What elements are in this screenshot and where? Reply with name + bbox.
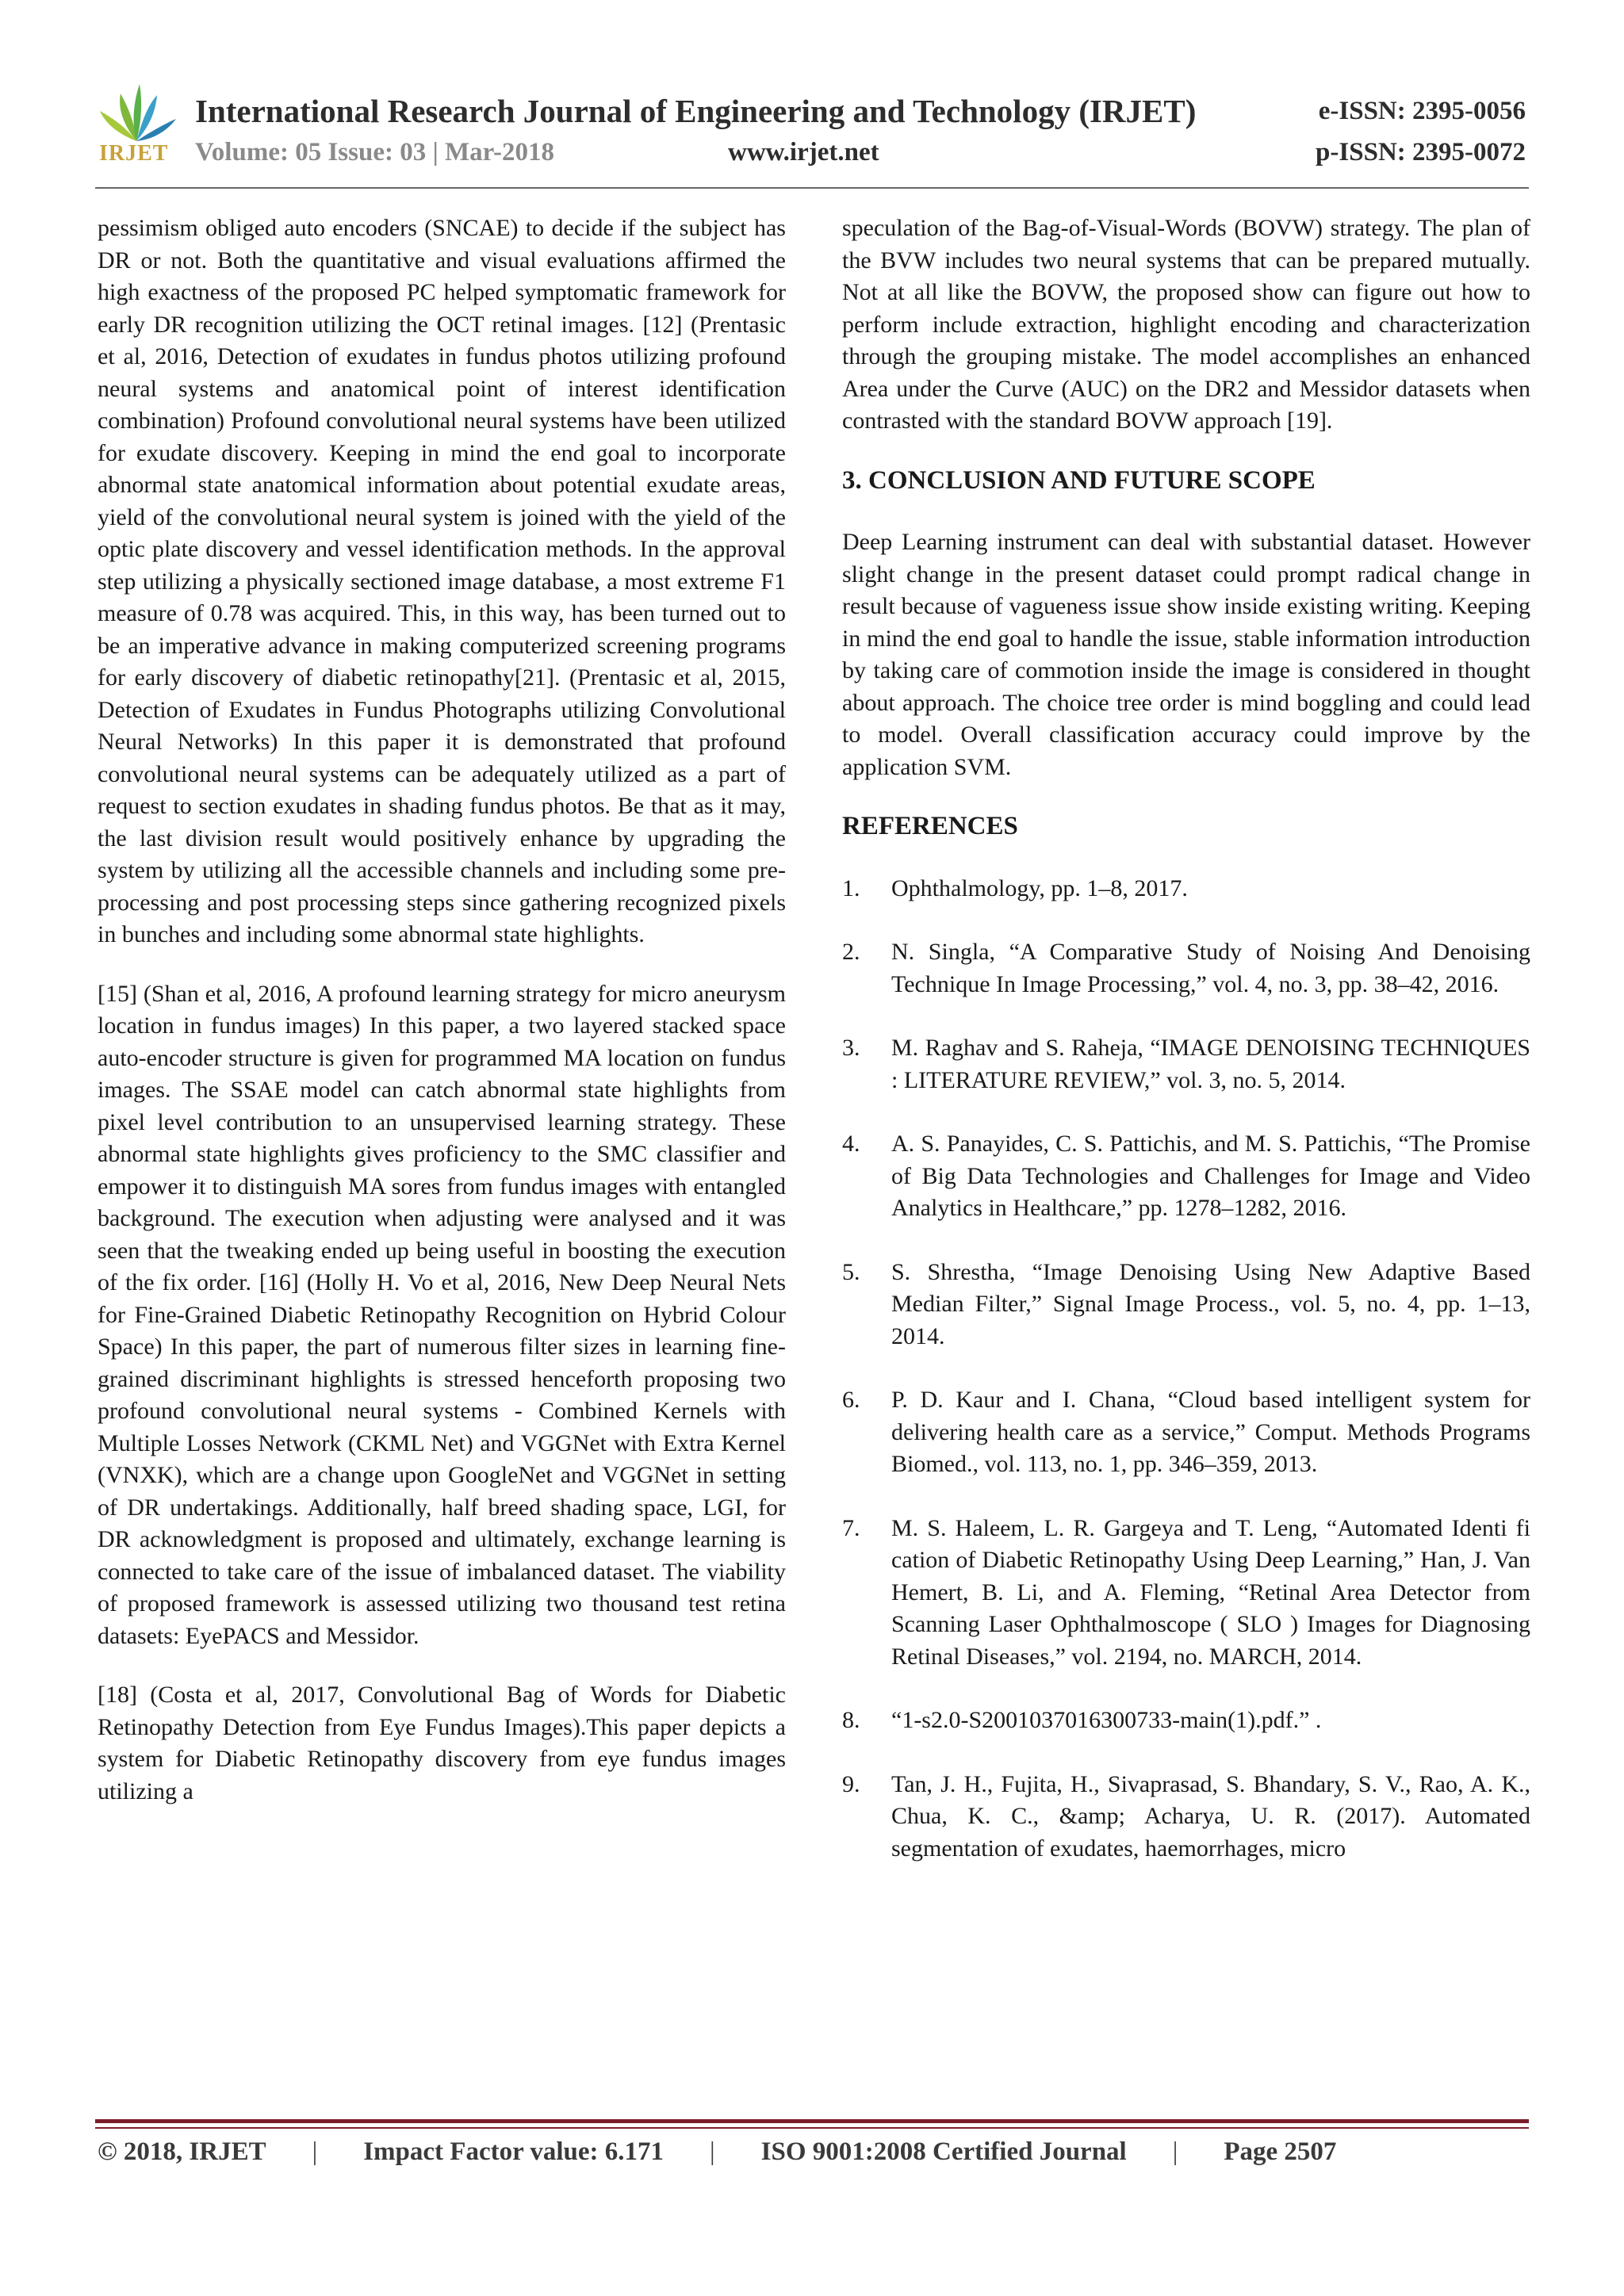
reference-item [842,873,1530,905]
journal-title: International Research Journal of Engineering and Technology (IRJET) [195,93,1197,129]
footer-divider-thick [95,2119,1529,2123]
footer-divider-thin [95,2127,1529,2129]
reference-number: 3. [842,1035,860,1061]
reference-text: S. Shrestha, “Image Denoising Using New Adaptive Based Median Filter,” Signal Image Process., vol. 5, no. 4, pp. 1–13, 2014. [891,1258,1530,1349]
footer-separator: | [1172,2137,1178,2166]
body-paragraph: speculation of the Bag-of-Visual-Words (BOVW) strategy. The plan of the BVW includes two neural systems that can be prepared mutually. Not at all like the BOVW, the proposed show can figure out how to perform include extraction, highlight encoding and characterization through the grouping mistake. The model accomplishes an enhanced Area under the Curve (AUC) on the DR2 and Messidor datasets when contrasted with the standard BOVW approach [19]. [842,215,1530,434]
reference-text: M. Raghav and S. Raheja, “IMAGE DENOISING TECHNIQUES : LITERATURE REVIEW,” vol. 3, no. 5, 2014. [891,1035,1530,1093]
reference-number: 9. [842,1770,860,1797]
reference-item [842,1769,1530,1866]
header-divider [95,187,1529,189]
reference-item [842,1705,1530,1737]
reference-item [842,1257,1530,1353]
footer-separator: | [312,2137,318,2166]
footer-impact-factor: Impact Factor value: 6.171 [363,2137,665,2166]
logo-text: IRJET [99,141,169,166]
footer-page-number: Page 2507 [1224,2137,1337,2166]
reference-number: 8. [842,1707,860,1733]
reference-number: 5. [842,1258,860,1285]
volume-issue: Volume: 05 Issue: 03 | Mar-2018 [195,138,555,166]
footer-iso: ISO 9001:2008 Certified Journal [760,2137,1127,2166]
reference-number: 1. [842,874,860,901]
footer-separator: | [710,2137,715,2166]
reference-number: 4. [842,1131,860,1157]
references-heading: REFERENCES [842,812,1018,840]
body-paragraph: [15] (Shan et al, 2016, A profound learning strategy for micro aneurysm location in fundus images) In this paper, a two layered stacked space auto-encoder structure is given for programmed MA location on fundus images. The SSAE model can catch abnormal state highlights from pixel level contribution to an unsupervised learning strategy. These abnormal state highlights gives proficiency to the SMC classifier and empower it to distinguish MA sores from fundus images with entangled background. The execution when adjusting were analysed and it was seen that the tweaking ended up being useful in boosting the execution of the fix order. [16] (Holly H. Vo et al, 2016, New Deep Neural Nets for Fine-Grained Diabetic Retinopathy Recognition on Hybrid Colour Space) In this paper, the part of numerous filter sizes in learning fine-grained discriminant highlights is stressed henceforth proposing two profound convolutional neural systems - Combined Kernels with Multiple Losses Network (CKML Net) and VGGNet with Extra Kernel (VNXK), which are a change upon GoogleNet and VGGNet in setting of DR undertakings. Additionally, half breed shading space, LGI, for DR acknowledgment is proposed and ultimately, exchange learning is connected to take care of the issue of imbalanced dataset. The viability of proposed framework is assessed utilizing two thousand test retina datasets: EyePACS and Messidor. [98,980,786,1649]
body-paragraph: [18] (Costa et al, 2017, Convolutional Bag of Words for Diabetic Retinopathy Detection from Eye Fundus Images).This paper depicts a system for Diabetic Retinopathy discovery from eye fundus images utilizing a [98,1682,786,1804]
footer-copyright: © 2018, IRJET [98,2137,266,2166]
reference-text: P. D. Kaur and I. Chana, “Cloud based intelligent system for delivering health care as a service,” Comput. Methods Programs Biomed., vol. 113, no. 1, pp. 346–359, 2013. [891,1387,1530,1477]
reference-item [842,1032,1530,1096]
p-issn: p-ISSN: 2395-0072 [1316,138,1526,166]
reference-item [842,936,1530,1001]
reference-text: Tan, J. H., Fujita, H., Sivaprasad, S. Bhandary, S. V., Rao, A. K., Chua, K. C., &amp; Acharya, U. R. (2017). Automated segmentation of exudates, haemorrhages, micro [891,1770,1530,1862]
reference-text: N. Singla, “A Comparative Study of Noising And Denoising Technique In Image Processing,” vol. 4, no. 3, pp. 38–42, 2016. [891,939,1530,997]
conclusion-paragraph: Deep Learning instrument can deal with substantial dataset. However slight change in the present dataset could prompt radical change in result because of vagueness issue show inside existing writing. Keeping in mind the end goal to handle the issue, stable information introduction by taking care of commotion inside the image is considered in thought about approach. The choice tree order is mind boggling and could lead to model. Overall classification accuracy could improve by the application SVM. [842,529,1530,780]
reference-number: 6. [842,1387,860,1413]
conclusion-heading: 3. CONCLUSION AND FUTURE SCOPE [842,465,1316,495]
reference-text: M. S. Haleem, L. R. Gargeya and T. Leng, “Automated Identi fi cation of Diabetic Retinopathy Using Deep Learning,” Han, J. Van Hemert, B. Li, and A. Fleming, “Retinal Area Detector from Scanning Laser Ophthalmoscope ( SLO ) Images for Diagnosing Retinal Diseases,” vol. 2194, no. MARCH, 2014. [891,1514,1530,1670]
reference-item [842,1513,1530,1674]
reference-item [842,1384,1530,1481]
reference-text: Ophthalmology, pp. 1–8, 2017. [891,874,1188,901]
page-footer [98,2137,1336,2167]
reference-text: A. S. Panayides, C. S. Pattichis, and M. S. Pattichis, “The Promise of Big Data Technologies and Challenges for Image and Video Analytics in Healthcare,” pp. 1278–1282, 2016. [891,1131,1530,1221]
right-column [842,212,1530,1896]
e-issn: e-ISSN: 2395-0056 [1318,97,1526,125]
page-header [0,0,1624,190]
reference-number: 2. [842,939,860,965]
reference-text: “1-s2.0-S2001037016300733-main(1).pdf.” . [891,1707,1322,1733]
reference-item [842,1128,1530,1225]
reference-list [842,873,1530,1866]
reference-number: 7. [842,1514,860,1541]
body-paragraph: pessimism obliged auto encoders (SNCAE) to decide if the subject has DR or not. Both the quantitative and visual evaluations affirmed the high exactness of the proposed PC helped symptomatic framework for early DR recognition utilizing the OCT retinal images. [12] (Prentasic et al, 2016, Detection of exudates in fundus photos utilizing profound neural systems and anatomical point of interest identification combination) Profound convolutional neural systems have been utilized for exudate discovery. Keeping in mind the end goal to incorporate abnormal state anatomical information about potential exudate areas, yield of the convolutional neural system is joined with the yield of the optic plate discovery and vessel identification methods. In the approval step utilizing a physically sectioned image database, a most extreme F1 measure of 0.78 was acquired. This, in this way, has been turned out to be an imperative advance in making computerized screening programs for early discovery of diabetic retinopathy[21]. (Prentasic et al, 2015, Detection of Exudates in Fundus Photographs utilizing Convolutional Neural Networks) In this paper it is demonstrated that profound convolutional neural systems can be adequately utilized as a part of request to section exudates in shading fundus photos. Be that as it may, the last division result would positively enhance by upgrading the system by utilizing all the accessible channels and including some pre-processing and post processing steps since gathering recognized pixels in bunches and including some abnormal state highlights. [98,215,786,947]
left-column [98,212,786,1835]
journal-website-link[interactable]: www.irjet.net [728,138,879,166]
